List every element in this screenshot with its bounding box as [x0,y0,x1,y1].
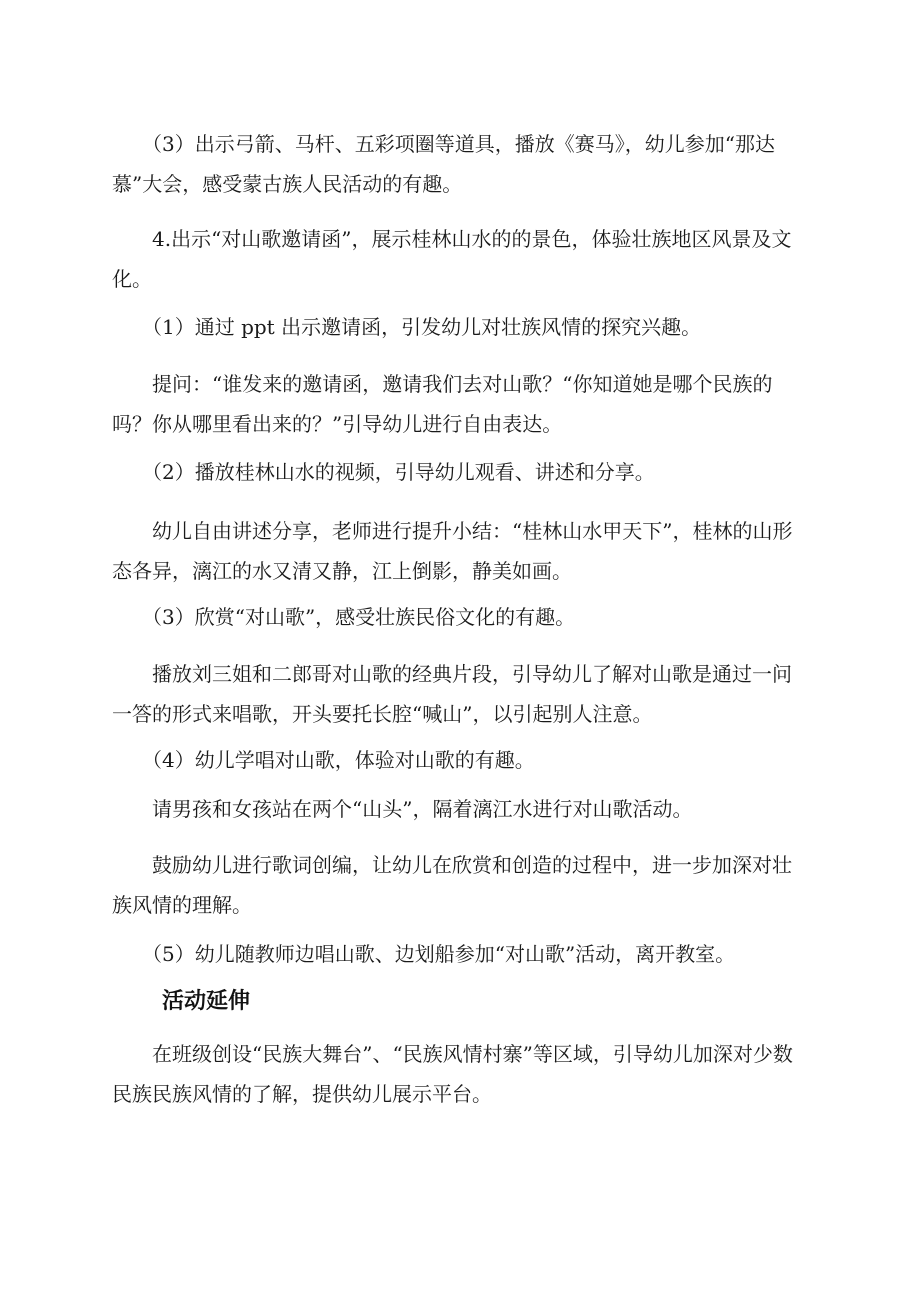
paragraph-boat-activity: （5）幼儿随教师边唱山歌、边划船参加“对山歌”活动，离开教室。 [112,942,736,966]
paragraph-appreciate-song: （3）欣赏“对山歌”，感受壮族民俗文化的有趣。 [112,605,576,629]
section-heading-extension: 活动延伸 [162,989,251,1014]
paragraph-lyrics: 鼓励幼儿进行歌词创编，让幼儿在欣赏和创造的过程中，进一步加深对壮族风情的理解。 [112,853,792,917]
paragraph-ppt-invitation: （1）通过 ppt 出示邀请函，引发幼儿对壮族风情的探究兴趣。 [112,315,702,339]
paragraph-question: 提问：“谁发来的邀请函，邀请我们去对山歌？“你知道她是哪个民族的吗？你从哪里看出来的？”引导幼儿进行自由表达。 [112,372,773,436]
paragraph-boys-girls: 请男孩和女孩站在两个“山头”，隔着漓江水进行对山歌活动。 [112,797,693,821]
paragraph-learn-song: （4）幼儿学唱对山歌，体验对山歌的有趣。 [112,748,535,772]
paragraph-invitation-step: 4.出示“对山歌邀请函”，展示桂林山水的的景色，体验壮族地区风景及文化。 [112,227,792,291]
paragraph-liusanjie: 播放刘三姐和二郎哥对山歌的经典片段，引导幼儿了解对山歌是通过一问一答的形式来唱歌，开头要托长腔“喊山”，以引起别人注意。 [112,662,792,726]
paragraph-guilin-video: （2）播放桂林山水的视频，引导幼儿观看、讲述和分享。 [112,460,655,484]
paragraph-summary: 幼儿自由讲述分享，老师进行提升小结：“桂林山水甲天下”，桂林的山形态各异，漓江的水又清又静，江上倒影，静美如画。 [112,519,793,583]
paragraph-extension: 在班级创设“民族大舞台”、“民族风情村寨”等区域，引导幼儿加深对少数民族民族风情的了解，提供幼儿展示平台。 [112,1042,793,1106]
paragraph-saima: （3）出示弓箭、马杆、五彩项圈等道具，播放《赛马》，幼儿参加“那达慕”大会，感受蒙古族人民活动的有趣。 [112,132,775,196]
